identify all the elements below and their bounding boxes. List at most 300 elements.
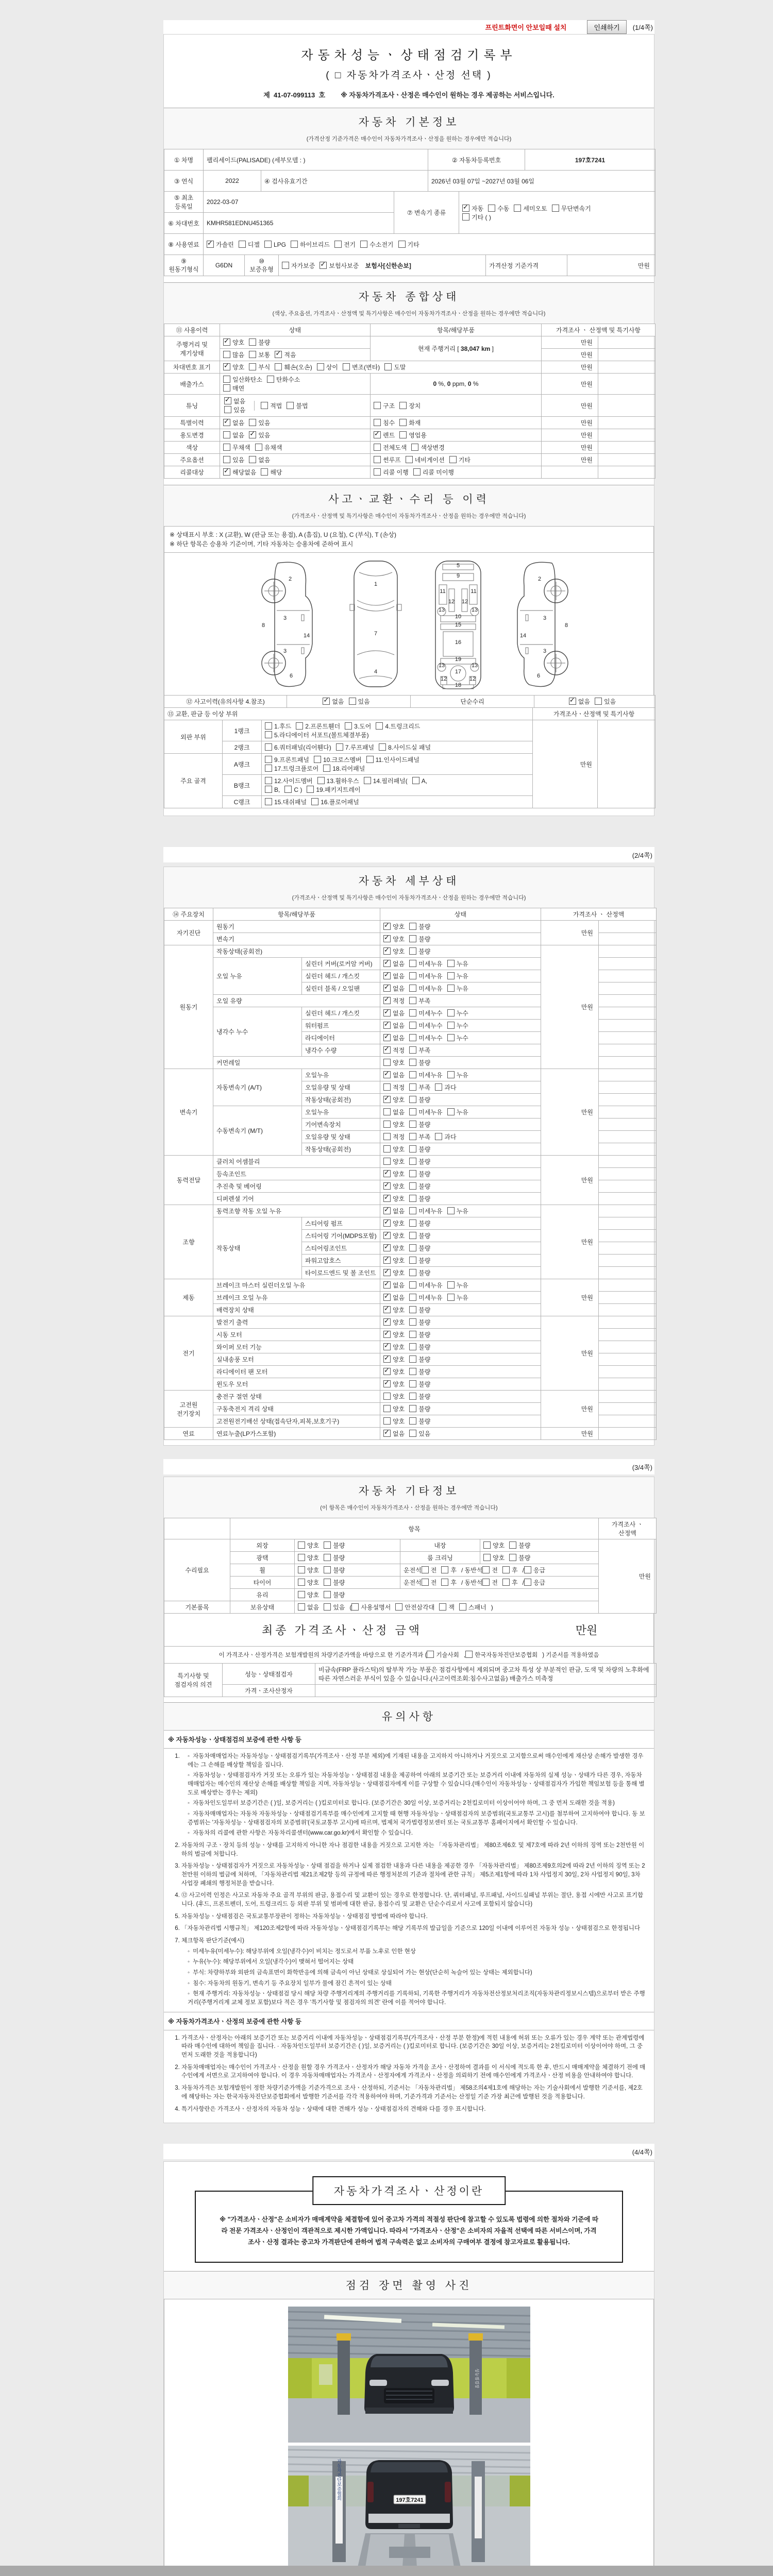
checkbox-option: 수소전기	[360, 240, 393, 249]
checkbox-option: ✓ 없음	[383, 1009, 405, 1018]
checkbox-option: 부족	[409, 1132, 430, 1141]
table-cell: 동력전달	[164, 1156, 213, 1205]
checkbox	[509, 1554, 516, 1561]
checkbox-option: ✓ 없음	[383, 1207, 405, 1215]
checkbox	[349, 698, 356, 705]
table-row	[164, 442, 656, 454]
table-cell: 타이로드엔드 및 볼 조인트	[302, 1267, 380, 1279]
table-cell	[380, 1131, 541, 1143]
table-cell	[599, 1366, 657, 1378]
panel-number: 12	[448, 599, 455, 605]
checkbox	[374, 456, 381, 463]
table-cell: 윈도우 모터	[213, 1378, 380, 1391]
table-cell: 운전석 전 후 / 동반석 전 후 / 응급	[400, 1564, 599, 1577]
checkbox	[383, 1195, 391, 1202]
checkbox	[223, 444, 230, 451]
notice-item: 5. 자동차성능ㆍ상태점검은 국토교통부장관이 정하는 자동차성능ㆍ상태점검 방법에 따라야 합니다.	[181, 1912, 647, 1921]
table-row	[164, 1539, 657, 1552]
table-cell: 실린더 커버(로커암 커버)	[302, 958, 380, 970]
checkbox	[409, 1368, 416, 1375]
panel-number: 11	[470, 588, 477, 595]
panel-number: 6	[536, 673, 541, 679]
checkbox-option: 불량	[324, 1553, 345, 1562]
checkbox-option: ✓ 없음	[569, 697, 590, 706]
panel-number: 5	[456, 563, 460, 569]
checkbox-option: 미세누유	[409, 959, 442, 968]
checkbox	[374, 419, 381, 426]
table-cell: 용도변경	[164, 429, 220, 442]
checkbox-option: 화재	[399, 418, 421, 427]
checkbox	[320, 262, 327, 269]
checkbox	[383, 972, 391, 979]
checkbox-option: 불량	[409, 1380, 430, 1388]
checkbox	[524, 1579, 531, 1586]
checkbox	[482, 1579, 490, 1586]
table-cell	[262, 754, 533, 775]
checkbox	[314, 756, 321, 763]
table-cell	[599, 921, 657, 933]
table-cell: 광택	[230, 1552, 295, 1564]
legend-note-1: ※ 상태표시 부호 : X (교환), W (판금 또는 용접), A (흠집), U (요철), C (부식), T (손상)	[170, 531, 396, 538]
table-cell: 2022-03-07	[204, 192, 394, 213]
checkbox-option: ✓ 없음	[383, 1293, 405, 1302]
table-cell: 튜닝	[164, 395, 220, 417]
price-definition-title: 자동차가격조사ㆍ산정이란	[312, 2176, 506, 2205]
checkbox	[383, 1158, 391, 1165]
table-row	[164, 149, 656, 171]
checkbox-option: ✓ 양호	[383, 1170, 405, 1178]
table-row	[164, 1564, 657, 1577]
checkbox-option: ✓ 있음	[249, 431, 270, 439]
table-cell: 운전석 전 후 / 동반석 전 후 / 응급	[400, 1577, 599, 1589]
checkbox-option: ✓양호	[223, 338, 244, 347]
checkbox-option: 미세누수	[409, 1033, 442, 1042]
checkbox-option: ✓ 양호	[223, 363, 244, 371]
checkbox	[509, 1541, 516, 1549]
panel-number: 7	[374, 631, 378, 637]
table-cell	[380, 1156, 541, 1168]
panel-number: 13	[438, 607, 445, 613]
table-row	[164, 1577, 657, 1589]
checkbox-option: 13.휠하우스	[317, 776, 359, 785]
table-cell: 커먼레일	[213, 1057, 380, 1069]
checkbox-option: 하이브리드	[291, 240, 330, 249]
table-cell	[380, 1292, 541, 1304]
table-cell: 색상	[164, 442, 220, 454]
table-cell	[380, 1230, 541, 1242]
table-row	[164, 1601, 657, 1614]
table-cell: 냉각수 수량	[302, 1044, 380, 1057]
table-cell: C랭크	[223, 796, 262, 808]
legend-note-2: ※ 하단 항목은 승용차 기준이며, 기타 자동차는 승용차에 준하여 표시	[170, 540, 354, 548]
table-cell: 스티어링 기어(MDPS포함)	[302, 1230, 380, 1242]
table-cell: ⑭ 주요장치	[164, 908, 213, 921]
checkbox	[223, 384, 230, 392]
checkbox	[317, 777, 325, 784]
table-cell	[599, 1329, 657, 1341]
print-toolbar	[163, 20, 654, 34]
checkbox	[324, 1579, 331, 1586]
table-cell: 고전원 전기장치	[164, 1391, 213, 1428]
checkbox-option: 불량	[409, 1306, 430, 1314]
checkbox	[343, 363, 350, 370]
table-cell	[380, 1020, 541, 1032]
notice-subitem: ◦ 자동차성능ㆍ상태점검자가 거짓 또는 오류가 있는 자동차성능ㆍ상태점검 내용을 제공하여 아래의 보증기간 또는 보증거리 이내에 자동차의 실제 성능ㆍ상태가 다른 경우, 자동차매매업자는 매수인의 재산상 손해를 배상할 책임을 지며, 자동차성능ㆍ상태점검자에게 이를 구상할 수 있습니다.(매수인이 자동차성능ㆍ상태점검자가 가입한 책임보험 등을 통해 별도로 배상받는 경우는 제외)	[188, 1771, 647, 1797]
checkbox-option: 불량	[409, 1404, 430, 1413]
document-title: 자동차성능ㆍ상태점검기록부	[301, 48, 517, 62]
checkbox-option: ✓ 양호	[383, 1367, 405, 1376]
svg-text:자동차진단보증협회: 자동차진단보증협회	[336, 2459, 342, 2501]
table-cell: 가격산정 기준가격	[486, 255, 567, 276]
checkbox-option: 불량	[409, 1417, 430, 1426]
checkbox	[409, 1059, 416, 1066]
table-cell	[380, 1094, 541, 1106]
notice-item: 3. 자동차성능ㆍ상태점검자가 거짓으로 자동차성능ㆍ상태 점검을 하거나 실제 점검한 내용과 다른 내용을 제공한 경우 「자동차관리법」 제80조제9호의2에 따라 2년 이하의 징역 또는 2천만원 이하의 벌금에 처하며, 「자동차관리법 제21조제2항 등의 규정에 따른 행정처분의 기준과 절차에 관한 규칙」 제5조제1항에 따라 1차 사업정지 30일, 2차 사업정지 90일, 3차 사업장 폐쇄의 행정처분을 받습니다.	[181, 1862, 647, 1888]
price-definition-text: ※ "가격조사ㆍ산정"은 소비자가 매매계약을 체결함에 있어 중고차 가격의 적절성 판단에 참고할 수 있도록 법령에 의한 절차와 기준에 따라 전문 가격조사ㆍ산정인이 객관적으로 제시한 가액입니다. 따라서 "가격조사ㆍ산정"은 소비자의 자율적 선택에 따른 서비스이며, 가격조사ㆍ산정 결과는 중고차 가격판단에 관하여 법적 구속력은 없고 소비자의 구매여부 결정에 참고자료로 활용됩니다.	[219, 2216, 599, 2246]
notice-item: 6. 「자동차관리법 시행규칙」 제120조제2항에 따라 자동차성능ㆍ상태점검기록부는 해당 기록부의 발급일을 기준으로 120일 이내에 이루어진 자동차 성능ㆍ상태점검으로 한정됩니다	[181, 1924, 647, 1933]
table-row	[164, 1552, 657, 1564]
checkbox	[441, 1566, 448, 1573]
print-install-link[interactable]: 프린트화면이 안보일때 설치	[485, 24, 567, 31]
table-cell: 변속기	[213, 933, 380, 945]
checkbox	[360, 241, 367, 248]
table-row	[164, 1428, 657, 1440]
checkbox	[398, 241, 406, 248]
table-cell: 라디에이터	[302, 1032, 380, 1044]
notice-item	[181, 1752, 647, 1838]
checkbox-option: 불량	[324, 1590, 345, 1599]
table-cell: 외장	[230, 1539, 295, 1552]
checkbox	[282, 262, 289, 269]
table-row	[164, 454, 656, 466]
table-row	[164, 696, 656, 708]
data-table	[164, 233, 656, 255]
checkbox	[265, 731, 272, 738]
table-cell: 자동변속기 (A/T)	[213, 1069, 302, 1106]
checkbox-option: 누수	[447, 1021, 468, 1030]
checkbox-option: 과다	[435, 1132, 456, 1141]
panel-number: 6	[289, 673, 293, 679]
checkbox-option: 잭	[439, 1603, 455, 1612]
checkbox-option: 불량	[409, 1120, 430, 1129]
checkbox	[287, 402, 294, 409]
checkbox-option: 불량	[409, 1318, 430, 1327]
table-cell	[220, 417, 371, 429]
table-cell: 상태	[380, 908, 541, 921]
table-cell	[598, 429, 656, 442]
checkbox	[409, 1232, 416, 1239]
table-cell: 발전기 출력	[213, 1316, 380, 1329]
checkbox-option: 불량	[409, 1058, 430, 1067]
notice-list	[164, 2034, 654, 2113]
table-cell: 만원	[541, 1156, 599, 1205]
checkbox	[552, 205, 559, 212]
checkbox	[249, 431, 256, 438]
table-cell: 1랭크	[223, 720, 262, 741]
inspection-photo-rear	[288, 2446, 530, 2576]
checkbox-option: 전체도색	[374, 443, 407, 452]
checkbox-option: 18.리어패널	[323, 764, 365, 773]
table-cell: ⑪ 사용이력	[164, 324, 220, 336]
notice-subitem: ◦ 현재 주행거리: 자동차성능ㆍ상태점검 당시 해당 차량 주행거리계의 주행거리를 기록하되, 기록한 주행거리가 자동차전산정보처리조직(자동차관리정보시스템)으로부터 받은 주행거리(주행거리계 교체 정보 포함)보다 적은 경우 '특기사항 및 점검자의 의견' 란에 이를 적어야 합니다.	[188, 1990, 647, 2007]
table-cell	[599, 1020, 657, 1032]
checkbox	[447, 1281, 455, 1289]
checkbox-option: 한국자동차진단보증협회	[465, 1651, 537, 1659]
checkbox-option: 불량	[324, 1541, 345, 1550]
checkbox	[223, 468, 230, 476]
table-cell: ⑩ 보증유형	[245, 255, 279, 276]
table-cell	[380, 1267, 541, 1279]
table-row	[164, 1279, 657, 1292]
table-cell: 워터펌프	[302, 1020, 380, 1032]
table-cell: 디퍼렌셜 기어	[213, 1193, 380, 1205]
table-cell: 오일 누유	[213, 958, 302, 995]
checkbox	[323, 765, 330, 772]
table-cell	[599, 1032, 657, 1044]
checkbox	[409, 1108, 416, 1115]
table-cell	[371, 466, 542, 479]
checkbox	[351, 1603, 359, 1611]
doc-no: 제 41-07-099113 호	[263, 91, 326, 99]
data-table	[164, 170, 656, 192]
checkbox-option: 부족	[409, 1046, 430, 1055]
data-table	[164, 695, 656, 708]
panel-number: 13	[438, 663, 445, 669]
table-cell	[371, 417, 542, 429]
table-cell	[599, 1143, 657, 1156]
checkbox-option: ✓ 양호	[383, 1343, 405, 1351]
table-cell: 197호7241	[525, 149, 656, 171]
table-cell: 비금속(FRP 플라스틱)의 탈부착 가능 부품은 점검사항에서 제외되며 중고차 특성 상 부분적인 판금, 도색 및 차량의 노후화에 따른 자연스러운 부식이 있을 수 있습니다.(사고이력조회:침수사고없음) 배출가스 미측정	[315, 1664, 657, 1685]
checkbox	[447, 960, 455, 967]
checkbox	[376, 722, 383, 730]
table-cell: 오일 유량	[213, 995, 380, 1007]
print-button[interactable]: 인쇄하기	[587, 20, 626, 34]
table-cell	[599, 1255, 657, 1267]
table-cell: 만원	[533, 720, 598, 808]
table-row	[164, 336, 656, 349]
checkbox-option: 11.인사이드패널	[366, 755, 419, 764]
data-table	[164, 255, 656, 276]
checkbox-option: ✓ 없음	[383, 972, 405, 980]
table-cell	[542, 466, 598, 479]
notice-subitem: ◦ 자동차매매업자는 자동차 자동차성능ㆍ상태점검기록부를 매수인에게 고지할 때 현행 자동차성능ㆍ상태점검자의 보증범위(국토교통부 고시)를 첨부하여 고지하여야 합니다. 동 보증범위는 '자동차성능ㆍ상태점검자의 보증범위'(국토교통부 고시)에 따르며, 법제처 국가법령정보센터 또는 국토교통부 홈페이지에서 확인할 수 있습니다.	[188, 1810, 647, 1827]
table-cell: 동력조향 작동 오일 누유	[213, 1205, 380, 1217]
checkbox	[409, 1393, 416, 1400]
table-cell	[295, 1577, 400, 1589]
checkbox	[383, 1331, 391, 1338]
table-cell	[380, 1057, 541, 1069]
table-cell	[598, 349, 656, 361]
checkbox	[409, 1269, 416, 1276]
table-cell	[295, 1564, 400, 1577]
checkbox-option: 없음	[249, 455, 270, 464]
checkbox-option: 누유	[447, 959, 468, 968]
checkbox	[324, 1591, 331, 1598]
notice-item: 3. 자동차가격은 보험개발원이 정한 차량기준가액을 기준가격으로 조사ㆍ산정하되, 기준서는 「자동차관리법」 제58조의4제1호에 해당하는 자는 기술사회에서 발행한 기준서를, 제2호에 해당하는 자는 한국자동차진단보증협회에서 발행한 기준서를 각각 적용하여야 하며, 기준가격과 기준서는 산정일 기준 가장 최근에 발행된 것을 적용합니다.	[181, 2084, 647, 2101]
table-cell: 룸 크리닝	[400, 1552, 480, 1564]
section-title: 자동차 세부상태	[358, 875, 460, 887]
panel-number: 1	[374, 581, 378, 587]
checkbox-option: 16.플로어패널	[311, 798, 359, 806]
checkbox-option: 리콜 미이행	[413, 468, 454, 477]
checkbox-option: 안전삼각대	[395, 1603, 434, 1612]
checkbox-option: ✓ 양호	[383, 1330, 405, 1339]
table-cell: 브레이크 마스터 실린더오일 누유	[213, 1279, 380, 1292]
table-cell: A랭크	[223, 754, 262, 775]
checkbox	[409, 1306, 416, 1313]
checkbox-option: ✓ 적음	[275, 350, 296, 359]
checkbox-option: ✓ 양호	[383, 1268, 405, 1277]
checkbox-option: 적법	[261, 401, 282, 410]
checkbox-option: 세미오토	[514, 204, 547, 213]
checkbox	[409, 960, 416, 967]
inspector-opinion-table	[164, 1663, 654, 1697]
checkbox	[249, 456, 256, 463]
checkbox	[435, 1083, 442, 1091]
table-cell: 항목/해당부품	[371, 324, 542, 336]
checkbox-option: 훼손(오손)	[275, 363, 312, 371]
checkbox-option: 양호	[298, 1590, 319, 1599]
table-cell: ② 자동차등록번호	[428, 149, 525, 171]
table-cell: 작동상태(공회전)	[213, 945, 380, 958]
table-row	[164, 720, 656, 741]
table-row	[164, 1518, 657, 1539]
table-cell	[295, 1539, 400, 1552]
document-subtitle: ( □ 자동차가격조사ㆍ산정 선택 )	[326, 70, 492, 81]
checkbox-option: 해당	[261, 468, 282, 477]
panel-number: 14	[303, 633, 310, 639]
checkbox-option: 불량	[409, 1330, 430, 1339]
table-row	[164, 255, 656, 276]
table-cell: 주요옵션	[164, 454, 220, 466]
checkbox-option: 불량	[324, 1578, 345, 1587]
checkbox-option: 누유	[447, 1293, 468, 1302]
checkbox-option: ✓ 양호	[383, 1380, 405, 1388]
table-cell: 특별이력	[164, 417, 220, 429]
section-notice-header	[164, 1702, 654, 1731]
table-cell: 단순수리	[411, 696, 534, 708]
table-cell	[599, 1378, 657, 1391]
panel-number: 13	[471, 663, 478, 669]
table-cell	[380, 970, 541, 982]
table-cell: 클러치 어셈블리	[213, 1156, 380, 1168]
inspection-photo-front	[288, 2307, 530, 2443]
table-cell: 변속기	[164, 1069, 213, 1156]
checkbox	[595, 698, 602, 705]
table-cell: 구동축전지 격리 상태	[213, 1403, 380, 1415]
checkbox	[427, 1651, 434, 1658]
notice-subitem: ◦ 자동차인도일부터 보증기간은 ( )일, 보증거리는 ( )킬로미터로 합니다. (보증기간은 30일 이상, 보증거리는 2천킬로미터 이상이어야 하며, 그 중 먼저 도래한 것을 적용)	[188, 1799, 647, 1808]
table-cell	[164, 1518, 230, 1539]
table-cell	[220, 395, 371, 417]
table-cell: 브레이크 오일 누유	[213, 1292, 380, 1304]
checkbox-option: 썬루프	[374, 455, 401, 464]
checkbox-option: ✓ 양호	[383, 1318, 405, 1327]
page-indicator-3: (3/4쪽)	[632, 1463, 652, 1471]
checkbox	[275, 363, 282, 370]
checkbox-option: 전	[422, 1578, 437, 1587]
car-diagram-svg	[165, 555, 652, 693]
final-price-row	[164, 1613, 654, 1647]
panel-number: 8	[261, 622, 265, 629]
checkbox	[298, 1579, 305, 1586]
checkbox	[406, 456, 413, 463]
checkbox	[409, 1022, 416, 1029]
checkbox	[383, 960, 391, 967]
checkbox-option: 없음	[383, 1108, 405, 1116]
checkbox-option: 수동	[488, 204, 509, 213]
checkbox	[447, 972, 455, 979]
checkbox	[399, 402, 407, 409]
checkbox	[383, 1269, 391, 1276]
table-row	[164, 429, 656, 442]
section-title: 점검 장면 촬영 사진	[345, 2279, 473, 2292]
checkbox	[409, 1046, 416, 1054]
checkbox-option: ✓ 없음	[383, 959, 405, 968]
checkbox-option: 전	[422, 1566, 437, 1574]
notice-subitem: ◦ 미세누유(미세누수): 해당부위에 오일(냉각수)이 비치는 정도로서 부품 노후로 인한 현상	[188, 1947, 647, 1956]
section-subtitle: (가격조사ㆍ산정액 및 특기사항은 매수인이 자동차가격조사ㆍ산정을 원하는 경우에만 적습니다)	[292, 895, 526, 901]
checkbox	[383, 1393, 391, 1400]
table-row	[164, 324, 656, 336]
checkbox	[409, 1182, 416, 1190]
checkbox-option: B,	[265, 786, 280, 793]
diagram-legend	[164, 526, 654, 553]
checkbox-option: LPG	[264, 241, 286, 248]
table-cell: 실린더 헤드 / 개스킷	[302, 1007, 380, 1020]
checkbox-option: 15.대쉬패널	[265, 798, 307, 806]
checkbox-option: 불량	[509, 1541, 530, 1550]
table-cell	[599, 995, 657, 1007]
checkbox	[447, 1009, 455, 1016]
panel-number: 3	[283, 648, 287, 654]
table-cell: 만원	[541, 1205, 599, 1279]
inspection-photos	[164, 2299, 654, 2576]
checkbox-option: ✓ 양호	[383, 1231, 405, 1240]
table-cell: 조향	[164, 1205, 213, 1279]
checkbox	[383, 1343, 391, 1350]
checkbox-option: ✓ 양호	[383, 922, 405, 931]
checkbox-option: 양호	[383, 1145, 405, 1154]
table-cell	[380, 1118, 541, 1131]
table-cell: 만원	[542, 336, 598, 349]
checkbox	[298, 1603, 305, 1611]
checkbox-option: A,	[412, 777, 427, 785]
checkbox	[422, 1579, 429, 1586]
table-cell	[220, 336, 371, 349]
panel-number: 10	[455, 614, 462, 620]
checkbox	[409, 1145, 416, 1153]
checkbox	[383, 1405, 391, 1412]
table-cell: ⑥ 차대번호	[164, 213, 204, 234]
table-cell: 외판 부위	[164, 720, 223, 754]
checkbox-option: ✓ 렌트	[374, 431, 395, 439]
checkbox-option: 불량	[409, 1392, 430, 1401]
checkbox	[383, 1294, 391, 1301]
panel-number: 14	[519, 633, 527, 639]
checkbox	[409, 1083, 416, 1091]
checkbox	[291, 241, 298, 248]
checkbox-option: 있음	[224, 405, 245, 414]
checkbox	[502, 1579, 510, 1586]
checkbox-option: 기타 ( )	[462, 213, 491, 222]
checkbox-option: 없음	[298, 1603, 319, 1612]
checkbox	[409, 1380, 416, 1387]
checkbox	[324, 1603, 331, 1611]
checkbox	[374, 468, 381, 476]
checkbox	[462, 213, 469, 221]
